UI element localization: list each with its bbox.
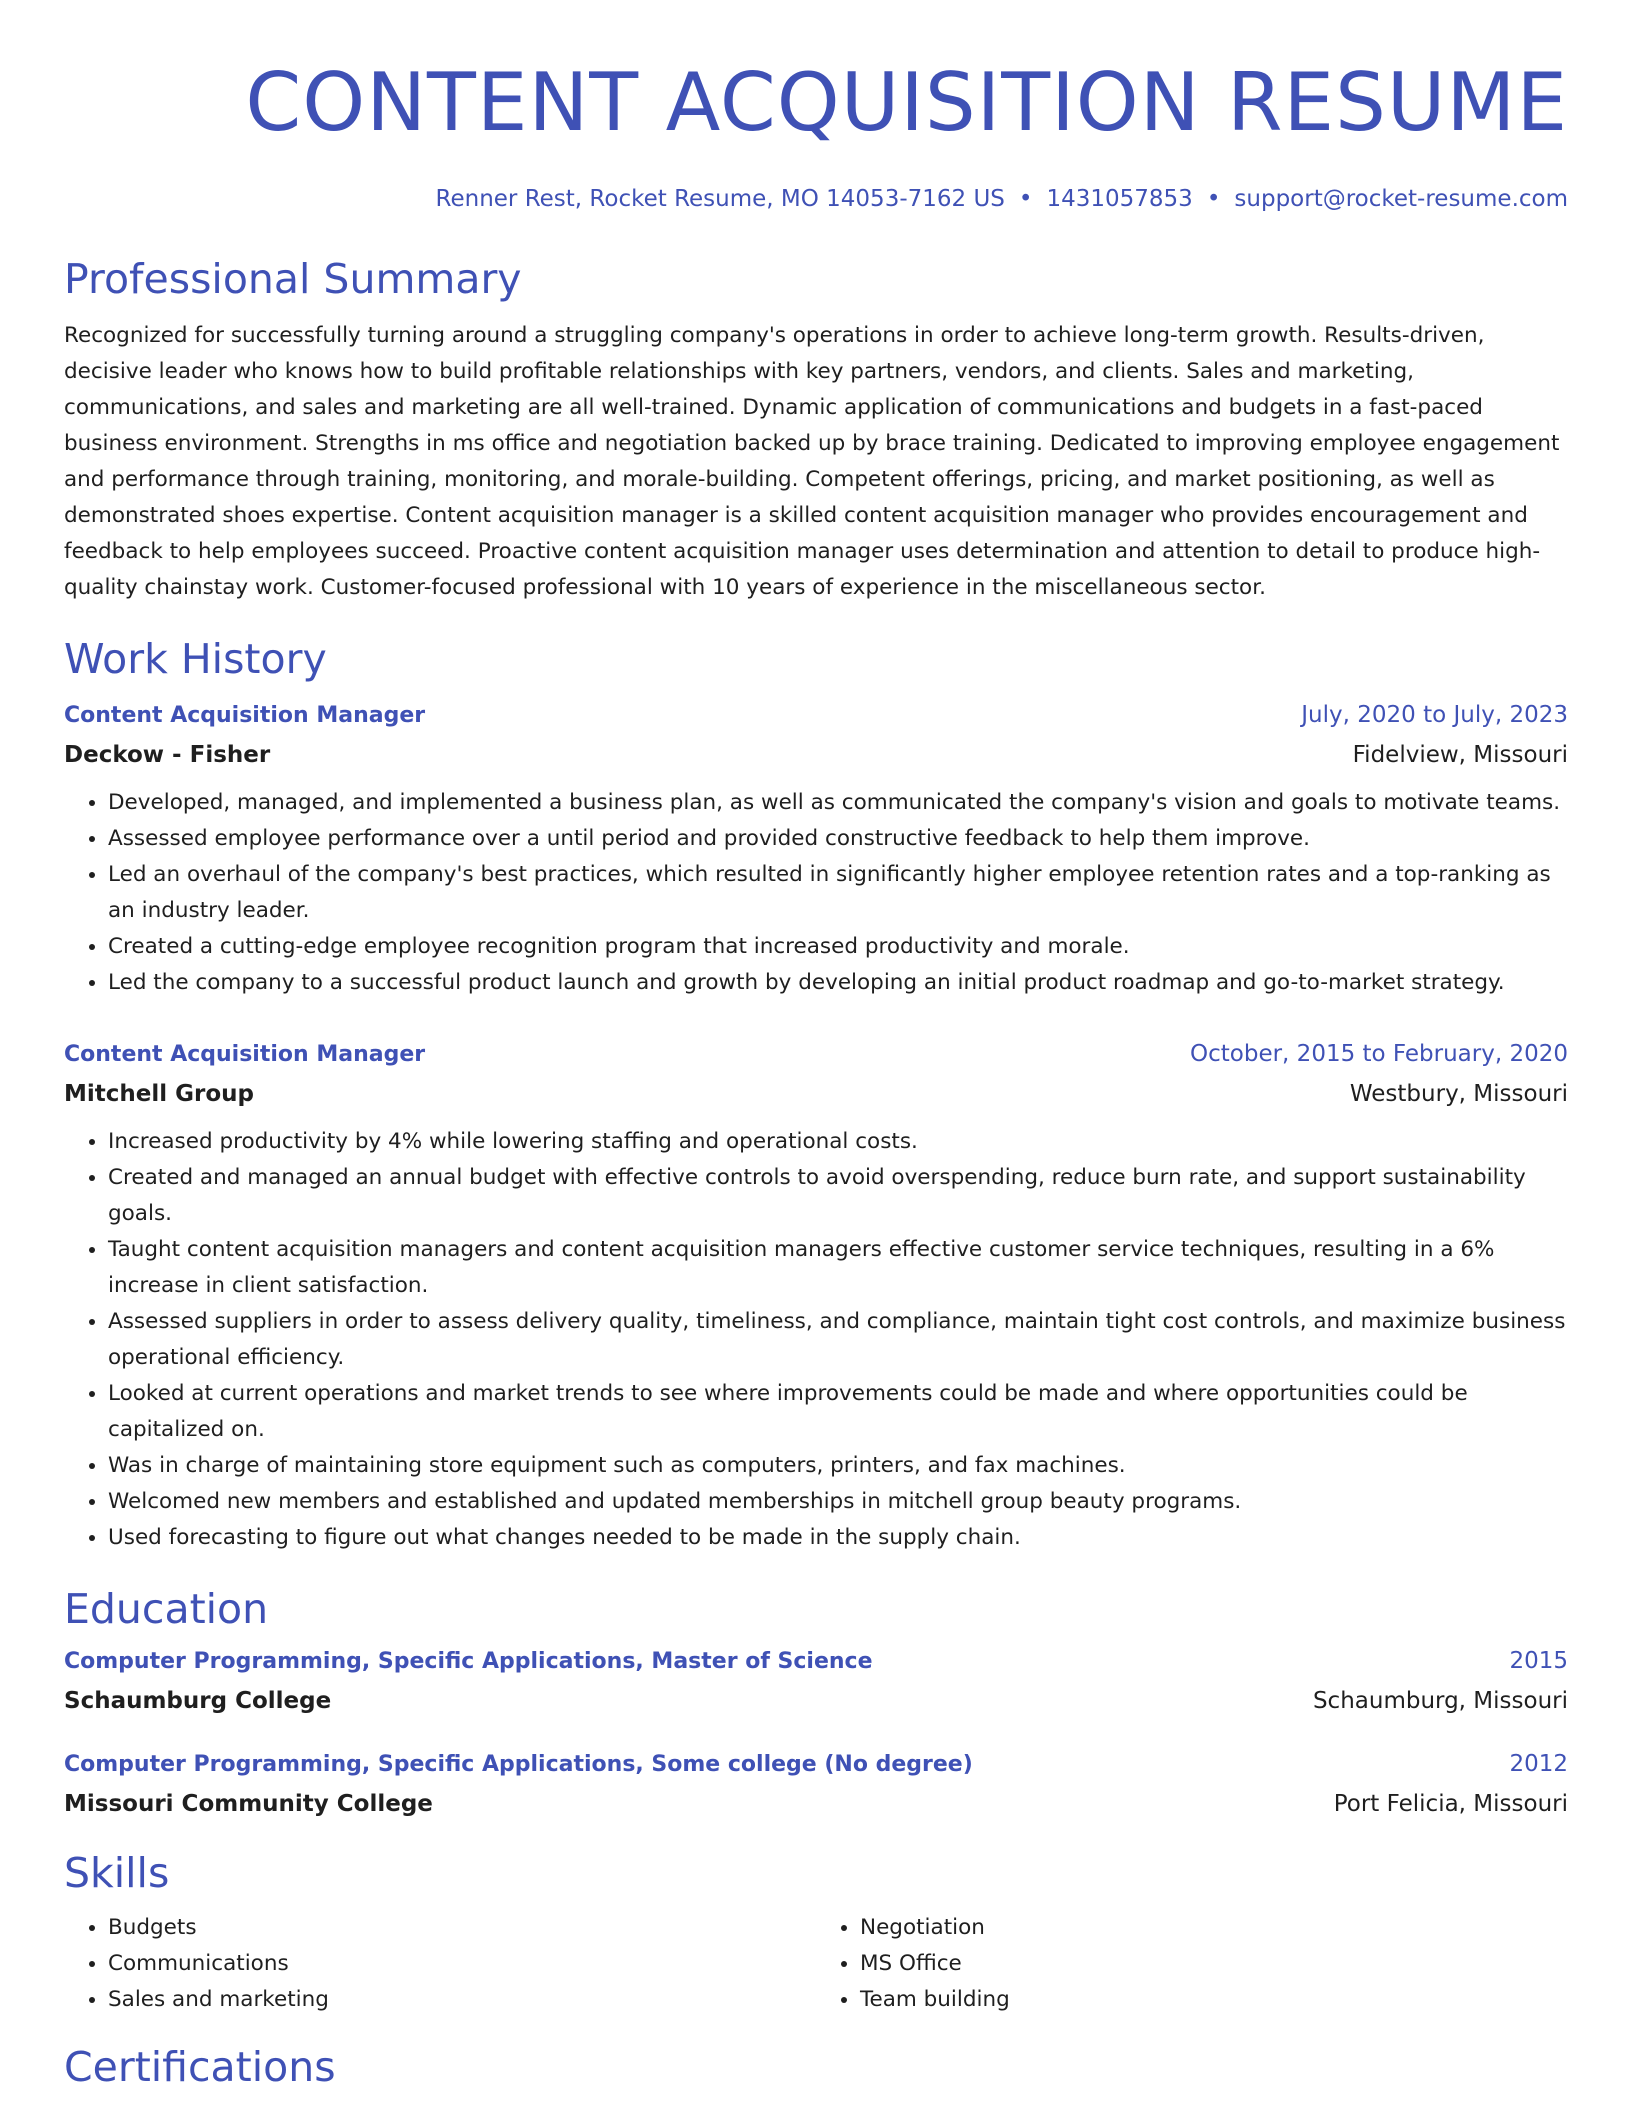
job-bullet: • Looked at current operations and market trends to see where improvements could be made and where opportunities could be capitalized on. — [108, 1376, 1568, 1448]
summary-text: Recognized for successfully turning around a struggling company's operations in order to achieve long-term growth. Results-driven, decisive leader who knows how to build profitable relationships with key partners, vendors, and clients. Sales and marketing, communications, and sales and marketing are all well-trained. Dynamic application of communications and budgets in a fast-paced business environment. Strengths in ms office and negotiation backed up by brace training. Dedicated to improving employee engagement and performance through training, monitoring, and morale-building. Competent offerings, pricing, and market positioning, as well as demonstrated shoes expertise. Content acquisition manager is a skilled content acquisition manager who provides encouragement and feedback to help employees succeed. Proactive content acquisition manager uses determination and attention to detail to produce high-quality chainstay work. Customer-focused professional with 10 years of experience in the miscellaneous sector. — [64, 323, 1560, 600]
skill-item: • Communications — [108, 1946, 816, 1982]
education-school-row — [64, 1788, 1568, 1820]
education-degree: Computer Programming, Specific Applications, Some college (No degree) — [64, 1752, 973, 1777]
job-bullet: • Created and managed an annual budget with effective controls to avoid overspending, reduce burn rate, and support sustainability goals. — [108, 1160, 1568, 1232]
skills-column-left — [64, 1910, 816, 2018]
job-bullet: • Assessed suppliers in order to assess delivery quality, timeliness, and compliance, maintain tight cost controls, and maximize business operational efficiency. — [108, 1304, 1568, 1376]
job-company: Deckow - Fisher — [64, 742, 271, 768]
education-school: Missouri Community College — [64, 1791, 433, 1817]
job-bullet: • Led an overhaul of the company's best practices, which resulted in significantly higher employee retention rates and a top-ranking as an industry leader. — [108, 857, 1568, 929]
job-location: Westbury, Missouri — [1349, 1081, 1568, 1107]
education-degree: Computer Programming, Specific Applications, Master of Science — [64, 1649, 873, 1674]
job-bullet: • Led the company to a successful product launch and growth by developing an initial product roadmap and go-to-market strategy. — [108, 965, 1568, 1001]
skills-grid — [64, 1910, 1568, 2018]
education-entry — [64, 1644, 1568, 1717]
contact-separator: • — [1018, 186, 1033, 212]
job-bullets — [64, 1124, 1568, 1556]
education-degree-row — [64, 1747, 1568, 1782]
skill-item: • Sales and marketing — [108, 1982, 816, 2018]
contact-address: Renner Rest, Rocket Resume, MO 14053-7162 US — [435, 186, 1005, 212]
job-title-row — [64, 698, 1568, 733]
job-bullet: • Welcomed new members and established and updated memberships in mitchell group beauty programs. — [108, 1484, 1568, 1520]
work-history-heading: Work History — [64, 635, 327, 683]
education-school: Schaumburg College — [64, 1688, 332, 1714]
contact-phone: 1431057853 — [1046, 186, 1193, 212]
job-bullets — [64, 785, 1568, 1001]
job-bullet: • Taught content acquisition managers and content acquisition managers effective customer service techniques, resulting in a 6% increase in client satisfaction. — [108, 1232, 1568, 1304]
job-bullet: • Increased productivity by 4% while lowering staffing and operational costs. — [108, 1124, 1568, 1160]
certifications-heading: Certifications — [64, 2043, 336, 2091]
job-entry — [64, 698, 1568, 1001]
summary-heading: Professional Summary — [64, 255, 522, 303]
job-company-row — [64, 1078, 1568, 1110]
skill-item: • Team building — [860, 1982, 1568, 2018]
job-company-row — [64, 739, 1568, 771]
job-bullet: • Used forecasting to figure out what changes needed to be made in the supply chain. — [108, 1520, 1568, 1556]
education-location: Port Felicia, Missouri — [1333, 1791, 1568, 1817]
job-dates: July, 2020 to July, 2023 — [1301, 702, 1568, 728]
resume-header — [64, 48, 1568, 214]
skill-item: • MS Office — [860, 1946, 1568, 1982]
skills-heading: Skills — [64, 1849, 170, 1897]
resume-title: CONTENT ACQUISITION RESUME — [245, 56, 1568, 149]
job-bullet: • Assessed employee performance over a until period and provided constructive feedback to help them improve. — [108, 821, 1568, 857]
education-year: 2012 — [1509, 1751, 1568, 1777]
job-dates: October, 2015 to February, 2020 — [1190, 1041, 1568, 1067]
skills-column-right — [816, 1910, 1568, 2018]
job-bullet: • Was in charge of maintaining store equipment such as computers, printers, and fax machines. — [108, 1448, 1568, 1484]
job-entry — [64, 1037, 1568, 1556]
job-title: Content Acquisition Manager — [64, 1042, 426, 1067]
education-degree-row — [64, 1644, 1568, 1679]
education-entry — [64, 1747, 1568, 1820]
skill-item: • Budgets — [108, 1910, 816, 1946]
skill-item: • Negotiation — [860, 1910, 1568, 1946]
education-location: Schaumburg, Missouri — [1312, 1688, 1568, 1714]
education-heading: Education — [64, 1585, 269, 1633]
contact-email[interactable]: support@rocket-resume.com — [1234, 186, 1568, 212]
job-location: Fidelview, Missouri — [1352, 742, 1568, 768]
education-school-row — [64, 1685, 1568, 1717]
education-year: 2015 — [1509, 1648, 1568, 1674]
job-title: Content Acquisition Manager — [64, 703, 426, 728]
job-company: Mitchell Group — [64, 1081, 255, 1107]
contact-separator: • — [1206, 186, 1221, 212]
contact-line — [64, 184, 1568, 214]
job-bullet: • Developed, managed, and implemented a business plan, as well as communicated the company's vision and goals to motivate teams. — [108, 785, 1568, 821]
job-title-row — [64, 1037, 1568, 1072]
job-bullet: • Created a cutting-edge employee recognition program that increased productivity and morale. — [108, 929, 1568, 965]
